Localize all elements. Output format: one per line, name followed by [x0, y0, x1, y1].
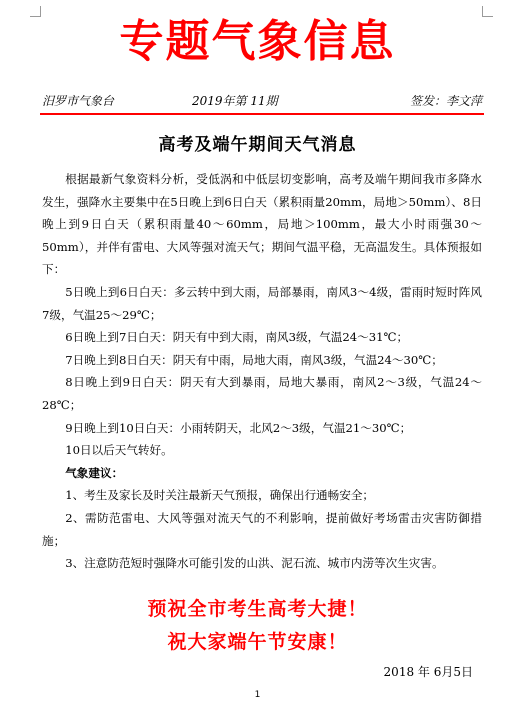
issue-date: 2018 年 6月5日: [383, 665, 473, 679]
advice-item: 2、需防范雷电、大风等强对流天气的不利影响，提前做好考场雷击灾害防御措施；: [42, 510, 482, 548]
forecast-paragraph: 9日晚上到10日白天：小雨转阴天，北风2～3级，气温21～30℃；: [65, 420, 412, 435]
blessing-festival: 祝大家端午节安康！: [167, 631, 348, 653]
issuer-name: 汨罗市气象台: [42, 94, 115, 108]
signer: 签发：李文萍: [409, 94, 482, 108]
forecast-paragraph: 7日晚上到8日白天：阴天有中雨，局地大雨，南风3级，气温24～30℃；: [65, 352, 443, 367]
blessing-exam: 预祝全市考生高考大捷！: [147, 598, 368, 620]
advice-item: 1、考生及家长及时关注最新天气预报，确保出行通畅安全；: [65, 488, 375, 503]
forecast-paragraph: 8日晚上到9日白天：阴天有大到暴雨，局地大暴雨，南风2～3级，气温24～28℃；: [42, 375, 482, 412]
issue-number: 2019年第 11期: [192, 94, 278, 108]
document-title: 高考及端午期间天气消息: [158, 135, 357, 155]
page-number: 1: [254, 690, 261, 700]
masthead-title: 专题气象信息: [119, 16, 396, 67]
intro-paragraph: 根据最新气象资料分析，受低涡和中低层切变影响，高考及端午期间我市多降水发生，强降水主要集中在5日晚上到6日白天（累积雨量20mm，局地＞50mm）、8日晚上到9日白天（累积雨量40～60mm，局地＞100mm，最大小时雨强30～50mm），并伴有雷电、大风等强对流天气；期间气温平稳，无高温发生。具体预报如下：: [42, 172, 482, 277]
advice-item: 3、注意防范短时强降水可能引发的山洪、泥石流、城市内涝等次生灾害。: [65, 556, 444, 571]
advice-heading: 气象建议：: [65, 465, 124, 480]
document-body: [42, 168, 482, 575]
red-divider: [40, 113, 484, 115]
forecast-paragraph: 5日晚上到6日白天：多云转中到大雨，局部暴雨，南风3～4级，雷雨时短时阵风7级，气温25～29℃；: [42, 284, 482, 322]
forecast-paragraph: 6日晚上到7日白天：阴天有中到大雨，南风3级，气温24～31℃；: [65, 330, 409, 345]
forecast-paragraph: 10日以后天气转好。: [65, 443, 173, 458]
issue-info-row: [42, 92, 482, 110]
